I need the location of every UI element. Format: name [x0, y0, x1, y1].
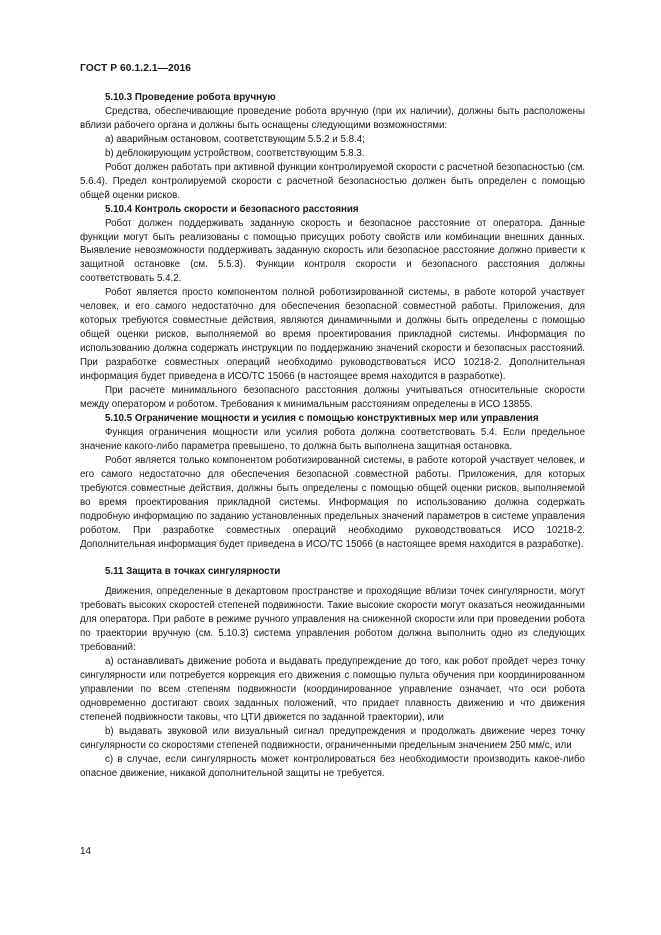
paragraph: При расчете минимального безопасного расстояния должны учитываться относительные скорости между оператором и роботом. Требования к минимальным расстояниям определены в ИСО 13855. [80, 385, 585, 410]
page-body [80, 91, 585, 781]
list-item-c: c) в случае, если сингулярность может контролироваться без необходимости производить какое-либо опасное движение, никакой дополнительной защиты не требуется. [80, 753, 585, 779]
section-heading-5-10-3: 5.10.3 Проведение робота вручную [105, 92, 276, 103]
list-item-b: b) деблокирующим устройством, соответствующим 5.8.3. [105, 147, 365, 159]
section-heading-5-10-5: 5.10.5 Ограничение мощности и усилия с помощью конструктивных мер или управления [105, 412, 539, 424]
list-item-a: a) аварийным остановом, соответствующим 5.5.2 и 5.8.4; [105, 133, 365, 145]
paragraph: Движения, определенные в декартовом пространстве и проходящие вблизи точек сингулярности, могут требовать высоких скоростей степеней подвижности. Такие высокие скорости могут оказаться неожиданными для оператора. При работе в режиме ручного управления на сниженной скорости или при проведении робота по траектории вручную (см. 5.10.3) система управления роботом должна выполнить одно из следующих требований: [80, 586, 585, 654]
paragraph: Функция ограничения мощности или усилия робота должна соответствовать 5.4. Если предельное значение какого-либо параметра превышено, то должна быть выполнена защитная остановка. [80, 426, 585, 452]
page-number: 14 [80, 846, 92, 857]
standard-designation: ГОСТ Р 60.1.2.1—2016 [80, 63, 192, 74]
paragraph: Робот должен поддерживать заданную скорость и безопасное расстояние от оператора. Данные функции могут быть реализованы с помощью присущих роботу свойств или комбинации внешних данных. Выявление невозможности поддерживать заданную скорость или безопасное расстояние должно привести к защитной остановке (см. 5.5.3). Функции контроля скорости и безопасного расстояния должны соответствовать 5.4.2. [80, 217, 585, 285]
paragraph: Средства, обеспечивающие проведение робота вручную (при их наличии), должны быть расположены вблизи рабочего органа и должны быть оснащены следующими возможностями: [80, 105, 585, 131]
section-heading-5-10-4: 5.10.4 Контроль скорости и безопасного расстояния [105, 203, 359, 215]
section-heading-5-11: 5.11 Защита в точках сингулярности [105, 566, 281, 578]
list-item-a: a) останавливать движение робота и выдавать предупреждение до того, как робот пройдет через точку сингулярности или потребуется коррекция его движения с помощью пульта обучения при координированном управлении по всем степеням подвижности (координированное управление означает, что оси робота одновременно достигают своих заданных положений, что придает плавность движению и что движения степеней подвижности таковы, что ЦТИ движется по заданной траектории), или [80, 656, 585, 723]
paragraph: Робот является просто компонентом полной роботизированной системы, в работе которой участвует человек, и его самого недостаточно для обеспечения безопасной совместной работы. Приложения, для которых требуются совместные действия, являются динамичными и должны быть определены с помощью общей оценки рисков, выполняемой во время проектирования прикладной системы. Информация по использованию должна содержать инструкции по поддержанию значений скорости и безопасных расстояний. При разработке совместных операций необходимо руководствоваться ИСО 10218-2. Дополнительная информация будет приведена в ИСО/ТС 15066 (в настоящее время находится в разработке). [80, 287, 585, 383]
list-item-b: b) выдавать звуковой или визуальный сигнал предупреждения и продолжать движение через точку сингулярности со скоростями степеней подвижности, ограниченными предельным значением 250 мм/с, или [80, 725, 585, 751]
paragraph: Робот должен работать при активной функции контролируемой скорости с расчетной безопасностью (см. 5.6.4). Предел контролируемой скорости с расчетной безопасностью должен быть определен с помощью общей оценки рисков. [80, 161, 585, 201]
paragraph: Робот является только компонентом роботизированной системы, в работе которой участвует человек, и его самого недостаточно для обеспечения безопасной совместной работы. Приложения, для которых требуются совместные действия, должны быть определены с помощью общей оценки рисков, выполняемой во время проектирования прикладной системы. Информация по использованию должна содержать подробную информацию по заданию установленных предельных значений параметров в системе управления роботом. При разработке совместных операций необходимо руководствоваться ИСО 10218-2. Дополнительная информация будет приведена в ИСО/ТС 15066 (в настоящее время находится в разработке). [80, 454, 585, 550]
